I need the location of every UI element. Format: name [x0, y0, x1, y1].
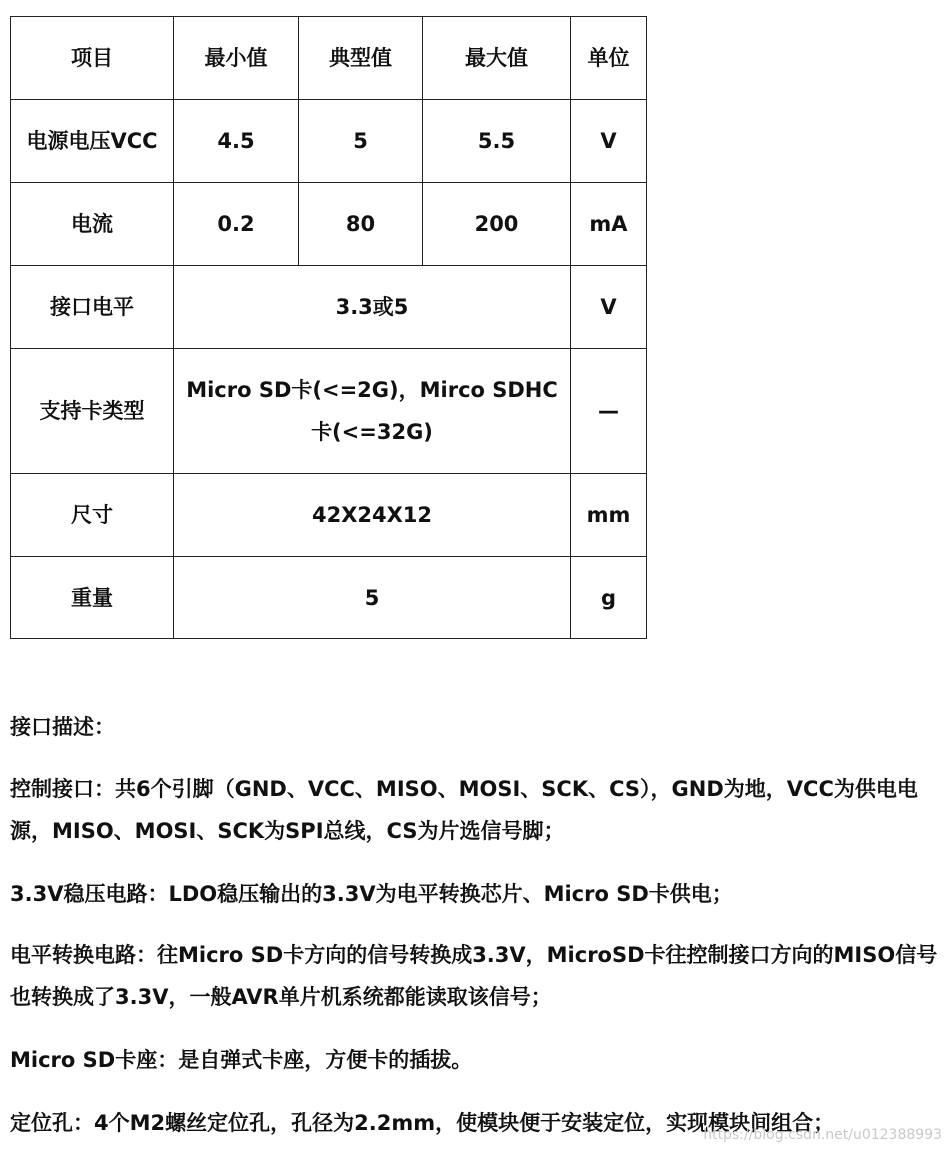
row-item: 接口电平 [11, 266, 174, 349]
spec-table [10, 16, 647, 639]
row-value: 5 [174, 557, 571, 639]
row-value: Micro SD卡(<=2G)，Mirco SDHC卡(<=32G) [174, 349, 571, 474]
row-typ: 5 [299, 100, 423, 183]
row-unit: mm [571, 474, 647, 557]
row-unit: g [571, 557, 647, 639]
header-max: 最大值 [423, 17, 571, 100]
table-row [11, 100, 647, 183]
row-min: 4.5 [174, 100, 299, 183]
row-unit: — [571, 349, 647, 474]
row-value: 3.3或5 [174, 266, 571, 349]
header-typ: 典型值 [299, 17, 423, 100]
table-header-row [11, 17, 647, 100]
row-unit: mA [571, 183, 647, 266]
row-max: 5.5 [423, 100, 571, 183]
row-item: 重量 [11, 557, 174, 639]
row-item: 尺寸 [11, 474, 174, 557]
table-row [11, 183, 647, 266]
row-min: 0.2 [174, 183, 299, 266]
description-paragraph: 3.3V稳压电路：LDO稳压输出的3.3V为电平转换芯片、Micro SD卡供电； [10, 882, 733, 906]
row-item: 电流 [11, 183, 174, 266]
table-row [11, 557, 647, 639]
row-value: 42X24X12 [174, 474, 571, 557]
row-typ: 80 [299, 183, 423, 266]
description-paragraph: 定位孔：4个M2螺丝定位孔，孔径为2.2mm，使模块便于安装定位，实现模块间组合； [10, 1111, 835, 1135]
row-unit: V [571, 100, 647, 183]
table-row [11, 266, 647, 349]
description-paragraph: 控制接口：共6个引脚（GND、VCC、MISO、MOSI、SCK、CS），GND为地，VCC为供电电源，MISO、MOSI、SCK为SPI总线，CS为片选信号脚； [10, 777, 918, 843]
header-min: 最小值 [174, 17, 299, 100]
header-unit: 单位 [571, 17, 647, 100]
row-max: 200 [423, 183, 571, 266]
description-heading: 接口描述： [10, 715, 115, 739]
table-row [11, 349, 647, 474]
watermark-text: https://blog.csdn.net/u012388993 [703, 1127, 942, 1143]
table-row [11, 474, 647, 557]
description-paragraph: Micro SD卡座：是自弹式卡座，方便卡的插拔。 [10, 1048, 473, 1072]
header-item: 项目 [11, 17, 174, 100]
row-unit: V [571, 266, 647, 349]
row-item: 支持卡类型 [11, 349, 174, 474]
description-paragraph: 电平转换电路：往Micro SD卡方向的信号转换成3.3V，MicroSD卡往控制接口方向的MISO信号也转换成了3.3V，一般AVR单片机系统都能读取该信号； [10, 943, 938, 1009]
row-item: 电源电压VCC [11, 100, 174, 183]
